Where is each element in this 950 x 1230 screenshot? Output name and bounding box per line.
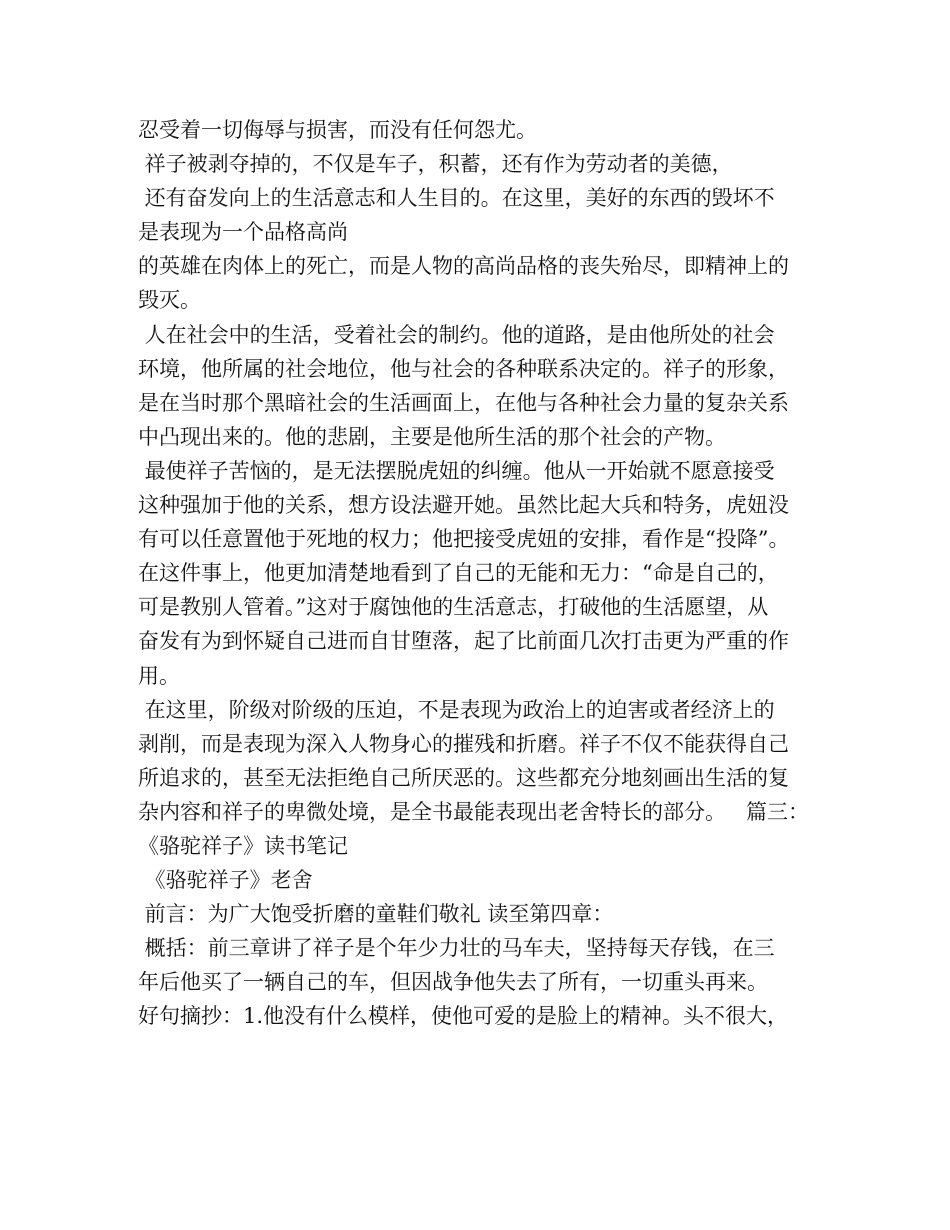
text-line: 还有奋发向上的生活意志和人生目的。在这里，美好的东西的毁坏不 [138, 186, 775, 211]
text-line: 环境，他所属的社会地位，他与社会的各种联系决定的。祥子的形象， [138, 356, 789, 381]
text-line: 人在社会中的生活，受着社会的制约。他的道路，是由他所处的社会 [138, 322, 775, 347]
text-line: 在这里，阶级对阶级的压迫，不是表现为政治上的迫害或者经济上的 [138, 697, 775, 722]
text-line: 奋发有为到怀疑自己进而自甘堕落，起了比前面几次打击更为严重的作 [138, 629, 789, 654]
text-line: 最使祥子苦恼的，是无法摆脱虎妞的纠缠。他从一开始就不愿意接受 [138, 458, 775, 483]
text-line: 有可以任意置他于死地的权力；他把接受虎妞的安排，看作是“投降”。 [138, 527, 790, 552]
text-line: 前言：为广大饱受折磨的童鞋们敬礼 读至第四章： [138, 902, 614, 927]
text-line: 《骆驼祥子》读书笔记 [138, 833, 348, 858]
text-line: 可是教别人管着。”这对于腐蚀他的生活意志，打破他的生活愿望，从 [138, 595, 769, 620]
text-line: 这种强加于他的关系，想方设法避开她。虽然比起大兵和特务，虎妞没 [138, 493, 789, 518]
text-line: 中凸现出来的。他的悲剧，主要是他所生活的那个社会的产物。 [138, 424, 726, 449]
text-line: 用。 [138, 663, 180, 688]
text-line: 年后他买了一辆自己的车，但因战争他失去了所有，一切重头再来。 [138, 970, 768, 995]
text-line: 是在当时那个黑暗社会的生活画面上，在他与各种社会力量的复杂关系 [138, 390, 789, 415]
text-line: 杂内容和祥子的卑微处境，是全书最能表现出老舍特长的部分。 篇三： [138, 799, 810, 824]
text-line: 好句摘抄：1.他没有什么模样，使他可爱的是脸上的精神。头不很大， [138, 1004, 789, 1029]
text-line: 剥削，而是表现为深入人物身心的摧残和折磨。祥子不仅不能获得自己 [138, 731, 789, 756]
text-line: 的英雄在肉体上的死亡，而是人物的高尚品格的丧失殆尽，即精神上的 [138, 254, 789, 279]
text-line: 《骆驼祥子》老舍 [138, 868, 313, 893]
text-line: 所追求的，甚至无法拒绝自己所厌恶的。这些都充分地刻画出生活的复 [138, 765, 789, 790]
document-body [138, 113, 838, 1034]
text-line: 毁灭。 [138, 288, 201, 313]
text-line: 在这件事上，他更加清楚地看到了自己的无能和无力：“命是自己的， [138, 561, 779, 586]
text-line: 是表现为一个品格高尚 [138, 220, 348, 245]
text-line: 祥子被剥夺掉的，不仅是车子，积蓄，还有作为劳动者的美德， [138, 152, 733, 177]
text-line: 概括：前三章讲了祥子是个年少力壮的马车夫，坚持每天存钱，在三 [138, 936, 775, 961]
text-line: 忍受着一切侮辱与损害，而没有任何怨尤。 [138, 118, 537, 142]
